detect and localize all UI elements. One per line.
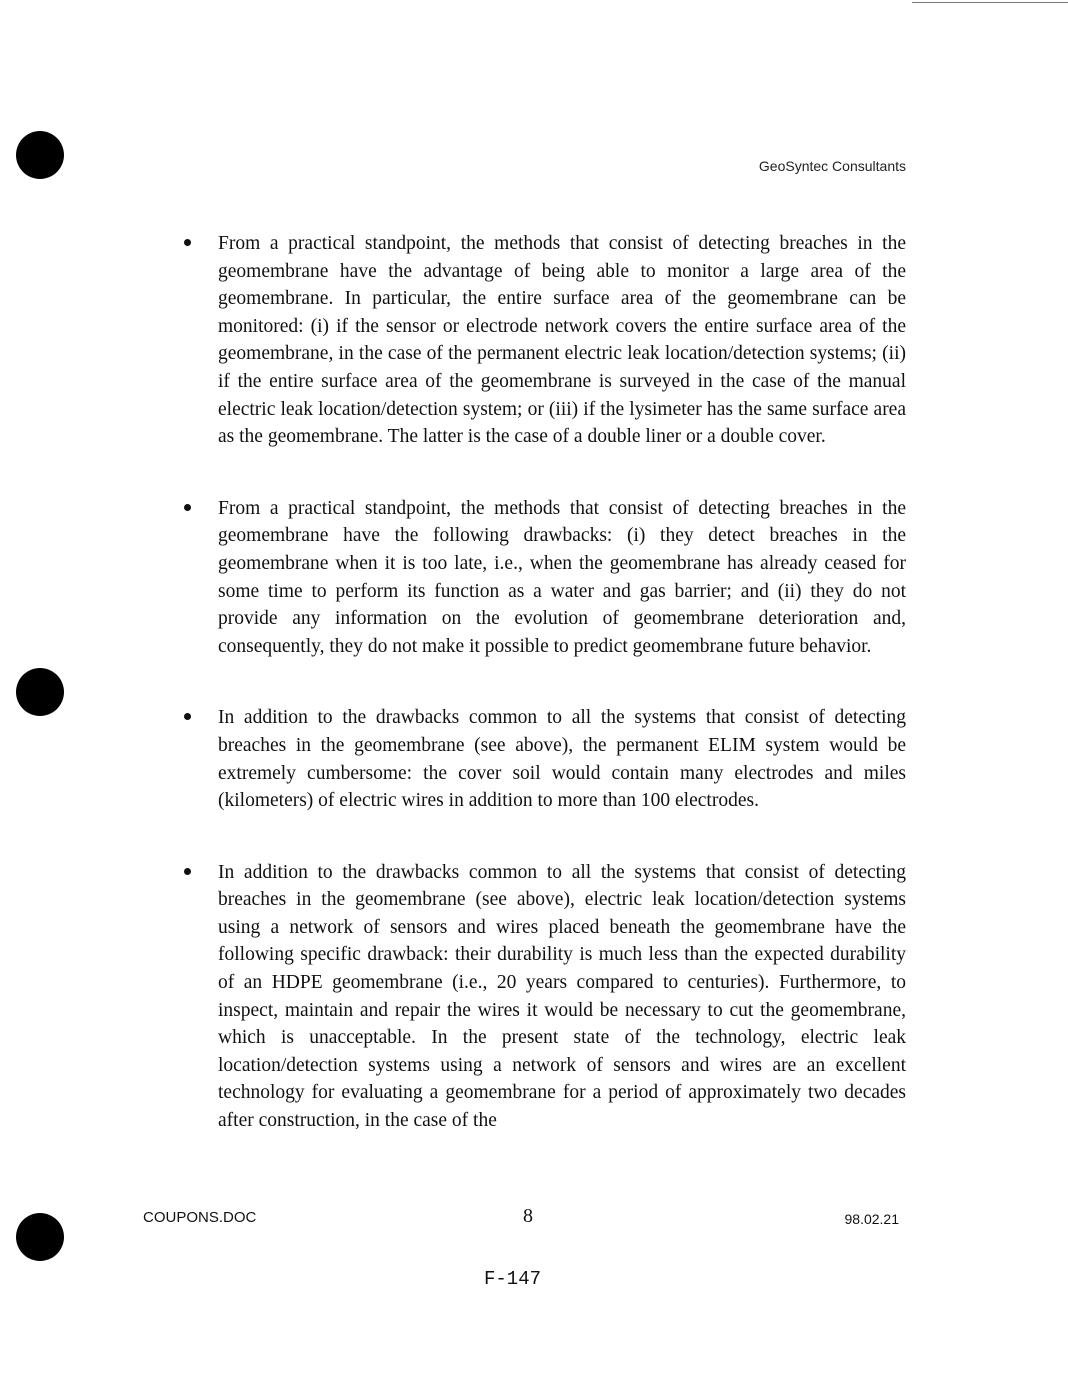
bullet-text: From a practical standpoint, the methods that consist of detecting breaches in the geomembrane have the advantage of being able to monitor a large area of the geomembrane. In particular, the entire surface area of the geomembrane can be monitored: (i) if the sensor or electrode network covers the entire surface area of the geomembrane, in the case of the permanent electric leak location/detection systems; (ii) if the entire surface area of the geomembrane is surveyed in the case of the manual electric leak location/detection system; or (iii) if the lysimeter has the same surface area as the geomembrane. The latter is the case of a double liner or a double cover.	[218, 233, 906, 448]
header-company-name: GeoSyntec Consultants	[758, 158, 906, 174]
page-footer	[143, 1207, 899, 1231]
bullet-dot-icon	[184, 239, 191, 246]
bullet-dot-icon	[184, 504, 191, 511]
bullet-text: In addition to the drawbacks common to all the systems that consist of detecting breaches in the geomembrane (see above), electric leak location/detection systems using a network of sensors and wires placed beneath the geomembrane have the following specific drawback: their durability is much less than the expected durability of an HDPE geomembrane (i.e., 20 years compared to centuries). Furthermore, to inspect, maintain and repair the wires it would be necessary to cut the geomembrane, which is unacceptable. In the present state of the technology, electric leak location/detection systems using a network of sensors and wires are an excellent technology for evaluating a geomembrane for a period of approximately two decades after construction, in the case of the	[218, 861, 906, 1132]
punch-hole-middle	[16, 668, 64, 716]
punch-hole-top	[16, 131, 64, 179]
bullet-list	[182, 230, 906, 1135]
footer-filename: COUPONS.DOC	[143, 1209, 257, 1226]
page-stamp: F-147	[484, 1268, 542, 1290]
footer-date: 98.02.21	[844, 1211, 899, 1227]
bullet-text: From a practical standpoint, the methods that consist of detecting breaches in the geomembrane have the following drawbacks: (i) they detect breaches in the geomembrane when it is too late, i.e., when the geomembrane has already ceased for some time to perform its function as a water and gas barrier; and (ii) they do not provide any information on the evolution of geomembrane deterioration and, consequently, they do not make it possible to predict geomembrane future behavior.	[218, 497, 906, 657]
bullet-dot-icon	[184, 713, 191, 720]
footer-page-number: 8	[523, 1205, 533, 1227]
bullet-text: In addition to the drawbacks common to all the systems that consist of detecting breaches in the geomembrane (see above), the permanent ELIM system would be extremely cumbersome: the cover soil would contain many electrodes and miles (kilometers) of electric wires in addition to more than 100 electrodes.	[218, 707, 906, 812]
bullet-dot-icon	[184, 868, 191, 875]
bullet-item	[182, 230, 906, 451]
punch-hole-bottom	[16, 1213, 64, 1261]
bullet-item	[182, 859, 906, 1135]
bullet-item	[182, 495, 906, 661]
bullet-item	[182, 704, 906, 814]
top-edge-rule	[912, 2, 1068, 3]
